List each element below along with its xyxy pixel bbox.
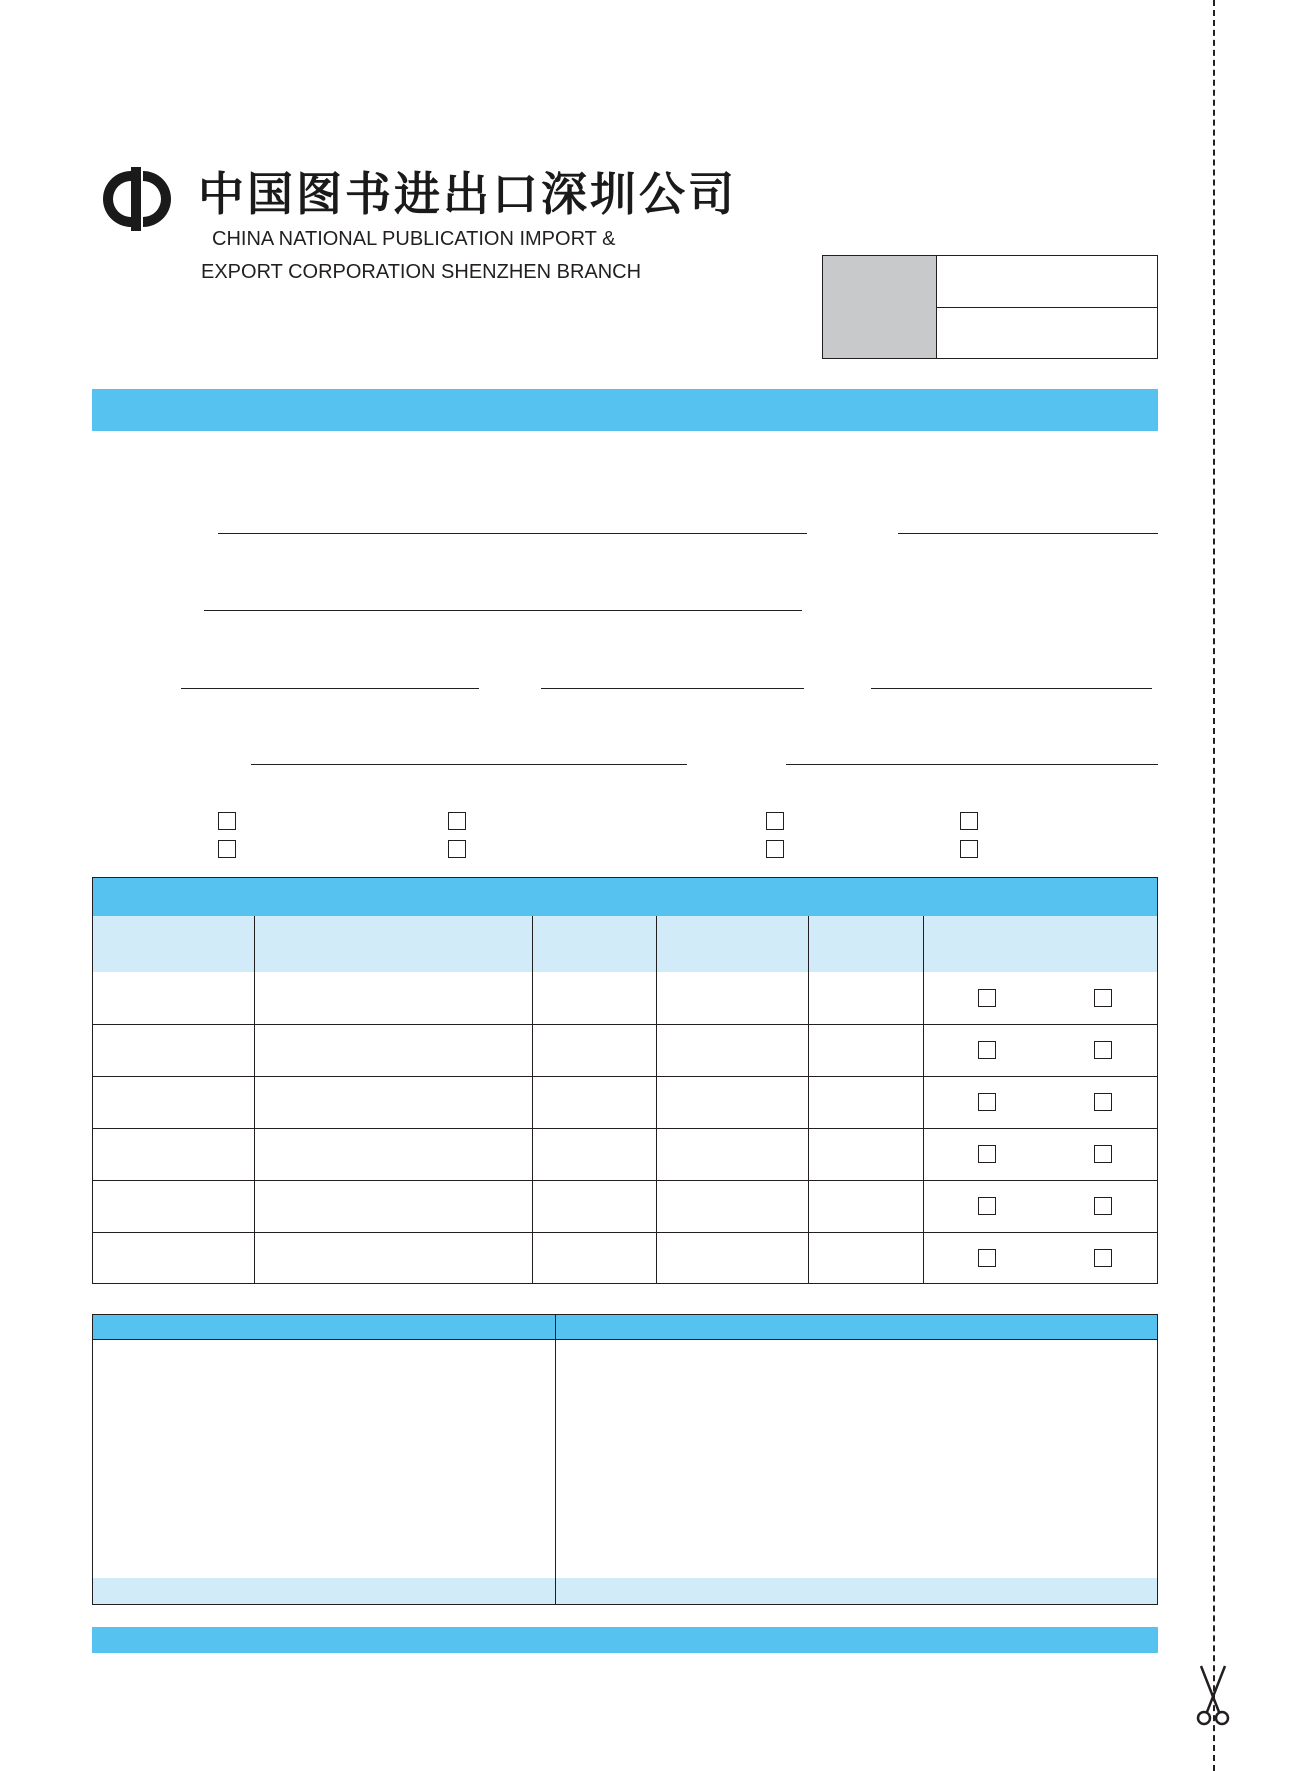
remarks-right-footer	[556, 1578, 1157, 1604]
field-line-2[interactable]	[204, 610, 802, 611]
option-checkbox-1-1[interactable]	[218, 812, 236, 830]
table-row-divider	[93, 1128, 1157, 1129]
remarks-section	[92, 1314, 1158, 1605]
field-line-4b[interactable]	[786, 764, 1158, 765]
row-1-checkbox-b[interactable]	[1094, 989, 1112, 1007]
reference-label-cell-2	[823, 307, 937, 358]
footer-band	[92, 1627, 1158, 1653]
table-column-divider	[656, 916, 657, 1283]
order-table	[92, 877, 1158, 1284]
table-column-divider	[923, 916, 924, 1283]
remarks-left-header	[93, 1315, 555, 1340]
table-row-divider	[93, 1076, 1157, 1077]
row-3-checkbox-b[interactable]	[1094, 1093, 1112, 1111]
table-row-divider	[93, 1180, 1157, 1181]
reference-box	[822, 255, 1158, 359]
row-6-checkbox-a[interactable]	[978, 1249, 996, 1267]
table-column-divider	[254, 916, 255, 1283]
row-5-checkbox-a[interactable]	[978, 1197, 996, 1215]
option-checkbox-1-4[interactable]	[960, 812, 978, 830]
row-6-checkbox-b[interactable]	[1094, 1249, 1112, 1267]
remarks-left-footer	[93, 1578, 555, 1604]
field-line-3a[interactable]	[181, 688, 479, 689]
company-name-english-line1: CHINA NATIONAL PUBLICATION IMPORT &	[212, 228, 616, 250]
option-checkbox-2-3[interactable]	[766, 840, 784, 858]
scissors-icon	[1193, 1664, 1233, 1728]
order-table-header-row	[93, 916, 1157, 972]
order-table-title-bar	[93, 878, 1157, 917]
remarks-right-header	[556, 1315, 1157, 1340]
field-line-4a[interactable]	[251, 764, 687, 765]
reference-label-cell-1	[823, 256, 937, 307]
row-2-checkbox-a[interactable]	[978, 1041, 996, 1059]
form-title-band	[92, 389, 1158, 431]
reference-row-2	[823, 307, 1157, 358]
cut-line	[1213, 0, 1215, 1771]
option-checkbox-2-1[interactable]	[218, 840, 236, 858]
table-column-divider	[808, 916, 809, 1283]
field-line-3c[interactable]	[871, 688, 1152, 689]
remarks-divider	[555, 1315, 556, 1604]
row-2-checkbox-b[interactable]	[1094, 1041, 1112, 1059]
field-line-1a[interactable]	[218, 533, 807, 534]
row-4-checkbox-b[interactable]	[1094, 1145, 1112, 1163]
row-5-checkbox-b[interactable]	[1094, 1197, 1112, 1215]
field-line-3b[interactable]	[541, 688, 804, 689]
table-row-divider	[93, 1024, 1157, 1025]
table-column-divider	[532, 916, 533, 1283]
table-row-divider	[93, 1232, 1157, 1233]
field-line-1b[interactable]	[898, 533, 1158, 534]
row-4-checkbox-a[interactable]	[978, 1145, 996, 1163]
row-3-checkbox-a[interactable]	[978, 1093, 996, 1111]
company-name-english-line2: EXPORT CORPORATION SHENZHEN BRANCH	[201, 261, 642, 283]
option-checkbox-1-2[interactable]	[448, 812, 466, 830]
company-name-chinese: 中国图书进出口深圳公司	[198, 167, 737, 221]
option-checkbox-2-4[interactable]	[960, 840, 978, 858]
reference-row-1	[823, 256, 1157, 308]
row-1-checkbox-a[interactable]	[978, 989, 996, 1007]
option-checkbox-2-2[interactable]	[448, 840, 466, 858]
option-checkbox-1-3[interactable]	[766, 812, 784, 830]
company-logo-mark	[91, 167, 179, 231]
